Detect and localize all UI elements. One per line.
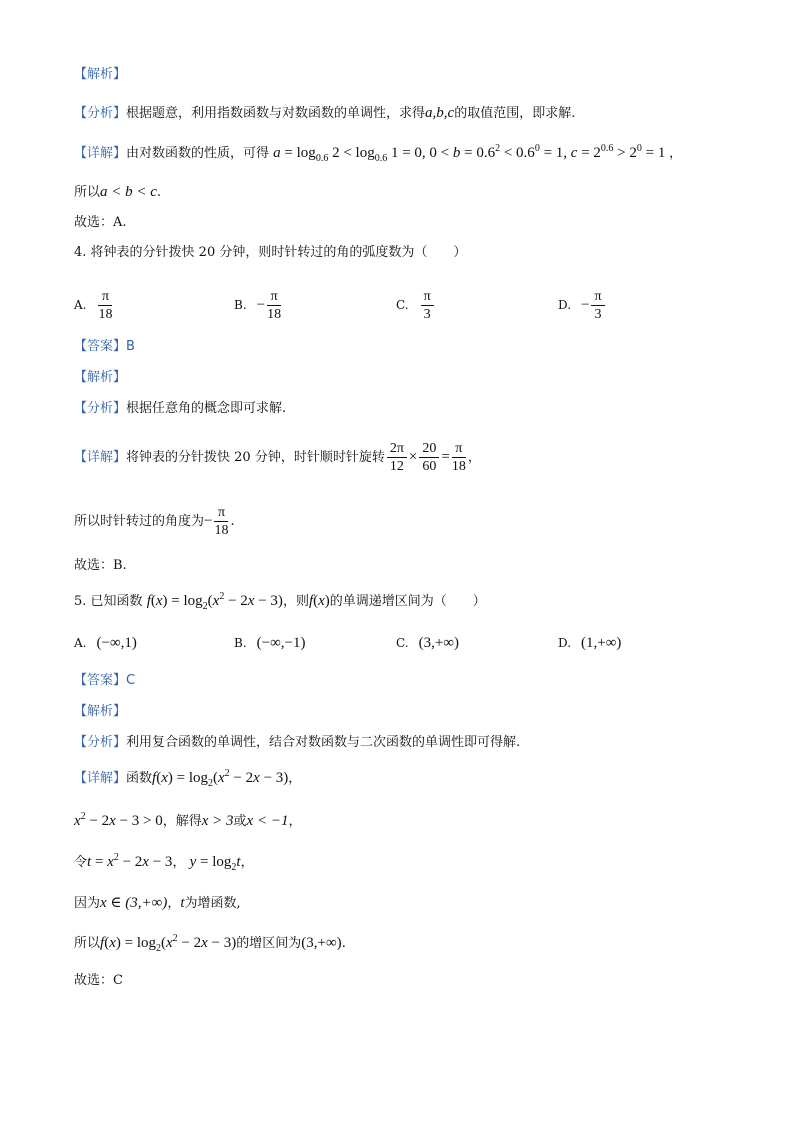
q4-analysis-heading: 【解析】 (74, 370, 127, 385)
q5-option-b (234, 634, 306, 653)
option-sign: − (256, 297, 266, 313)
option-value: (1,+∞) (581, 635, 622, 651)
option-fraction: $\frac{\pi}{3}$ (591, 288, 604, 323)
option-label: D. (558, 298, 572, 312)
detail-formula: $f(x) = \log_2(x^2 - 2x - 3)$ (152, 768, 289, 789)
detail-tag: 【详解】 (74, 146, 127, 161)
q5-analysis-heading: 【解析】 (74, 704, 127, 719)
t-var: t (180, 895, 185, 911)
conclusion-fraction: $\frac{\pi}{18}$ (214, 505, 229, 538)
analysis-tag: 【分析】 (74, 735, 127, 750)
function-formula: $f(x) = \log_2(x^2 - 2x - 3)$ (146, 591, 283, 612)
q5-step-domain: $x^2 - 2x - 3 > 0$，解得x > 3或x < −1， (74, 811, 302, 829)
conclusion-formula: a < b < c (100, 184, 157, 200)
option-label: A. (74, 298, 87, 312)
analysis-tag: 【分析】 (74, 401, 127, 416)
analysis-text-end: 的取值范围，即求解. (454, 106, 576, 121)
q5-step-increasing: 因为x ∈ (3,+∞)，t为增函数, (74, 895, 241, 911)
detail-text: 由对数函数的性质，可得 (126, 146, 270, 161)
conclusion-text: 所以 (74, 185, 101, 200)
q4-option-b (234, 288, 283, 323)
question-4-stem: 4. 将钟表的分针拨快 20 分钟，则时针转过的角的弧度数为（ ） (74, 245, 467, 260)
q5-option-c (396, 634, 459, 653)
q5-choice: 故选：C (74, 973, 123, 988)
conclusion-line: 所以a < b < c. (74, 184, 162, 200)
analysis-paragraph (74, 104, 575, 123)
stem-text-3: 的单调递增区间为（ ） (329, 594, 486, 609)
detail-tag: 【详解】 (74, 771, 127, 786)
calc-frac-1: $\frac{2\pi}{12}$ (387, 440, 407, 475)
sub-y: $y = \log_2t$ (189, 854, 241, 873)
option-label: C. (396, 298, 409, 312)
q4-option-d (558, 288, 607, 323)
analysis-tag: 【分析】 (74, 106, 127, 121)
option-label: B. (234, 636, 247, 650)
variables: a,b,c (425, 105, 455, 121)
so-text: 所以 (74, 936, 101, 951)
option-value: (−∞,−1) (256, 635, 306, 651)
sub-t: $t = x^2 - 2x - 3$ (87, 852, 173, 870)
or-text: 或 (233, 814, 247, 829)
option-value: (−∞,1) (96, 635, 137, 651)
option-label: C. (396, 636, 409, 650)
analysis-text: 利用复合函数的单调性，结合对数函数与二次函数的单调性即可得解. (126, 735, 521, 750)
q4-detail: 【详解】将钟表的分针拨快 20 分钟，时针顺时针旋转 $\frac{2\pi}{12}$ × $\frac{20}{60}$ = $\frac{\pi}{18}$ ， (74, 441, 481, 474)
q4-conclusion: 所以时针转过的角度为− $\frac{\pi}{18}$ . (74, 505, 235, 538)
q4-answer: 【答案】B (74, 339, 135, 354)
q5-step-result: 所以$f(x) = \log_2(x^2 - 2x - 3)$的增区间为(3,+∞). (74, 933, 346, 954)
q4-option-a (74, 288, 114, 323)
q5-step-sub: 令$t = x^2 - 2x - 3$， $y = \log_2t$， (74, 852, 254, 873)
analysis-text: 根据任意角的概念即可求解. (126, 401, 287, 416)
q4-analysis (74, 400, 286, 418)
detail-tag: 【详解】 (74, 450, 127, 465)
because-text: 因为 (74, 896, 101, 911)
question-5-stem (74, 592, 486, 611)
choice-line: 故选：A. (74, 215, 127, 230)
q4-option-c (396, 288, 436, 323)
option-fraction: $\frac{\pi}{3}$ (421, 288, 434, 323)
detail-formula: $a = \log_{0.6} 2 < \log_{0.6} 1 = 0$, $0 < b = 0.6^2 < 0.6^0 = 1$, $c = 2^{0.6} > 2^0 = 1$ (273, 143, 670, 164)
analysis-text: 根据题意，利用指数函数与对数函数的单调性，求得 (126, 106, 426, 121)
option-sign: − (581, 297, 590, 313)
detail-paragraph: 【详解】由对数函数的性质，可得 $a = \log_{0.6} 2 < \log_{0.6} 1 = 0$, $0 < b = 0.6^2 < 0.6^0 = 1$, $c = 2^{0.6} > 2^0 = 1$ ， (74, 143, 683, 164)
q5-option-a (74, 634, 137, 653)
detail-text: 将钟表的分针拨快 20 分钟，时针顺时针旋转 (126, 450, 385, 465)
option-label: A. (74, 636, 87, 650)
calc-frac-3: $\frac{\pi}{18}$ (451, 441, 466, 474)
conclusion-text: 所以时针转过的角度为 (74, 514, 205, 529)
stem-text: 5. 已知函数 (74, 594, 143, 609)
q5-answer: 【答案】C (74, 673, 136, 688)
calc-frac-2: $\frac{20}{60}$ (419, 440, 439, 475)
analysis-heading: 【解析】 (74, 67, 127, 82)
let-text: 令 (74, 855, 88, 870)
fx: f(x) (308, 593, 330, 609)
q4-choice: 故选：B. (74, 558, 127, 573)
option-fraction: $\frac{\pi}{18}$ (267, 289, 282, 322)
result-function: $f(x) = \log_2(x^2 - 2x - 3)$ (100, 933, 237, 954)
step-text: ，解得 (162, 814, 202, 829)
result-interval: (3,+∞) (301, 935, 342, 951)
stem-text-2: ，则 (282, 594, 309, 609)
root-1: x > 3 (201, 813, 234, 829)
option-fraction: $\frac{\pi}{18}$ (98, 289, 113, 322)
root-2: x < −1 (246, 813, 289, 829)
option-label: D. (558, 636, 572, 650)
interval: x ∈ (3,+∞) (100, 895, 168, 911)
result-text: 的增区间为 (236, 936, 302, 951)
q5-analysis (74, 734, 520, 752)
q5-option-d (558, 634, 621, 653)
option-value: (3,+∞) (418, 635, 459, 651)
detail-text: 函数 (126, 771, 153, 786)
domain-inequality: $x^2 - 2x - 3 > 0$ (74, 811, 163, 829)
increasing-text: 为增函数, (184, 896, 241, 911)
option-label: B. (234, 298, 247, 312)
q5-detail: 【详解】函数$f(x) = \log_2(x^2 - 2x - 3)$， (74, 768, 302, 789)
